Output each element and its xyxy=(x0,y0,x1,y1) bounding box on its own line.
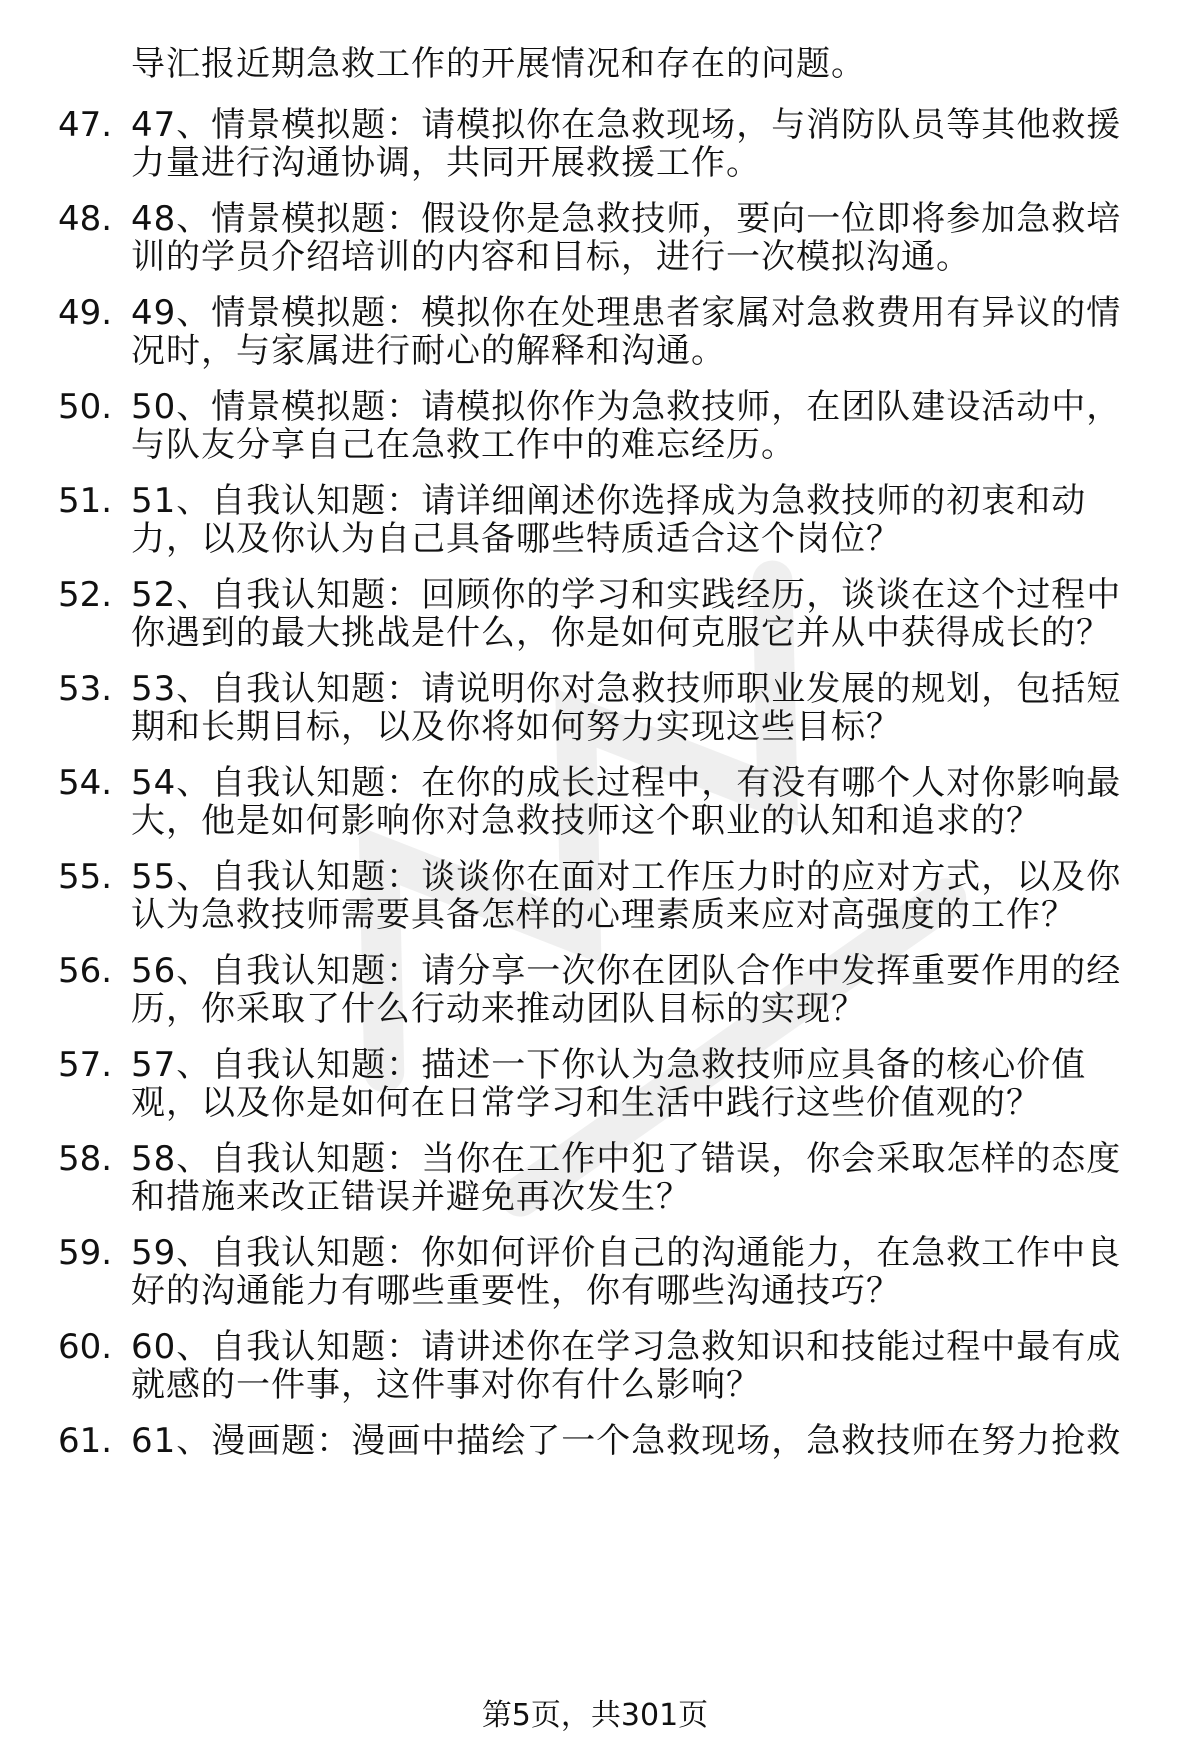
item-line: 51、自我认知题：请详细阐述你选择成为急救技师的初衷和动 xyxy=(131,481,1087,521)
item-number: 50. xyxy=(58,387,113,427)
continuation-line: 导汇报近期急救工作的开展情况和存在的问题。 xyxy=(131,44,866,84)
item-line: 认为急救技师需要具备怎样的心理素质来应对高强度的工作？ xyxy=(131,895,1076,935)
item-line: 力量进行沟通协调，共同开展救援工作。 xyxy=(131,143,761,183)
item-line: 大，他是如何影响你对急救技师这个职业的认知和追求的？ xyxy=(131,801,1041,841)
item-number: 49. xyxy=(58,293,113,333)
item-line: 力，以及你认为自己具备哪些特质适合这个岗位？ xyxy=(131,519,901,559)
item-number: 47. xyxy=(58,105,113,145)
item-number: 51. xyxy=(58,481,113,521)
item-number: 57. xyxy=(58,1045,113,1085)
item-line: 历，你采取了什么行动来推动团队目标的实现？ xyxy=(131,989,866,1029)
item-number: 59. xyxy=(58,1233,113,1273)
item-line: 你遇到的最大挑战是什么，你是如何克服它并从中获得成长的？ xyxy=(131,613,1111,653)
item-line: 50、情景模拟题：请模拟你作为急救技师，在团队建设活动中， xyxy=(131,387,1122,427)
item-number: 53. xyxy=(58,669,113,709)
item-line: 49、情景模拟题：模拟你在处理患者家属对急救费用有异议的情 xyxy=(131,293,1122,333)
item-line: 观，以及你是如何在日常学习和生活中践行这些价值观的？ xyxy=(131,1083,1041,1123)
item-line: 54、自我认知题：在你的成长过程中，有没有哪个人对你影响最 xyxy=(131,763,1122,803)
item-line: 47、情景模拟题：请模拟你在急救现场，与消防队员等其他救援 xyxy=(131,105,1122,145)
item-line: 就感的一件事，这件事对你有什么影响？ xyxy=(131,1365,761,1405)
item-number: 60. xyxy=(58,1327,113,1367)
item-number: 56. xyxy=(58,951,113,991)
item-line: 56、自我认知题：请分享一次你在团队合作中发挥重要作用的经 xyxy=(131,951,1122,991)
item-line: 况时，与家属进行耐心的解释和沟通。 xyxy=(131,331,726,371)
item-line: 53、自我认知题：请说明你对急救技师职业发展的规划，包括短 xyxy=(131,669,1122,709)
item-number: 52. xyxy=(58,575,113,615)
item-line: 和措施来改正错误并避免再次发生？ xyxy=(131,1177,691,1217)
item-line: 48、情景模拟题：假设你是急救技师，要向一位即将参加急救培 xyxy=(131,199,1122,239)
item-line: 57、自我认知题：描述一下你认为急救技师应具备的核心价值 xyxy=(131,1045,1087,1085)
item-line: 训的学员介绍培训的内容和目标，进行一次模拟沟通。 xyxy=(131,237,971,277)
item-number: 61. xyxy=(58,1421,113,1461)
item-line: 55、自我认知题：谈谈你在面对工作压力时的应对方式，以及你 xyxy=(131,857,1122,897)
item-number: 55. xyxy=(58,857,113,897)
item-line: 60、自我认知题：请讲述你在学习急救知识和技能过程中最有成 xyxy=(131,1327,1122,1367)
item-number: 54. xyxy=(58,763,113,803)
item-number: 58. xyxy=(58,1139,113,1179)
item-line: 58、自我认知题：当你在工作中犯了错误，你会采取怎样的态度 xyxy=(131,1139,1122,1179)
item-line: 与队友分享自己在急救工作中的难忘经历。 xyxy=(131,425,796,465)
item-line: 好的沟通能力有哪些重要性，你有哪些沟通技巧？ xyxy=(131,1271,901,1311)
page-footer: 第5页，共301页 xyxy=(481,1698,709,1733)
item-line: 61、漫画题：漫画中描绘了一个急救现场，急救技师在努力抢救 xyxy=(131,1421,1122,1461)
item-line: 期和长期目标，以及你将如何努力实现这些目标？ xyxy=(131,707,901,747)
item-line: 52、自我认知题：回顾你的学习和实践经历，谈谈在这个过程中 xyxy=(131,575,1122,615)
item-line: 59、自我认知题：你如何评价自己的沟通能力，在急救工作中良 xyxy=(131,1233,1122,1273)
item-number: 48. xyxy=(58,199,113,239)
